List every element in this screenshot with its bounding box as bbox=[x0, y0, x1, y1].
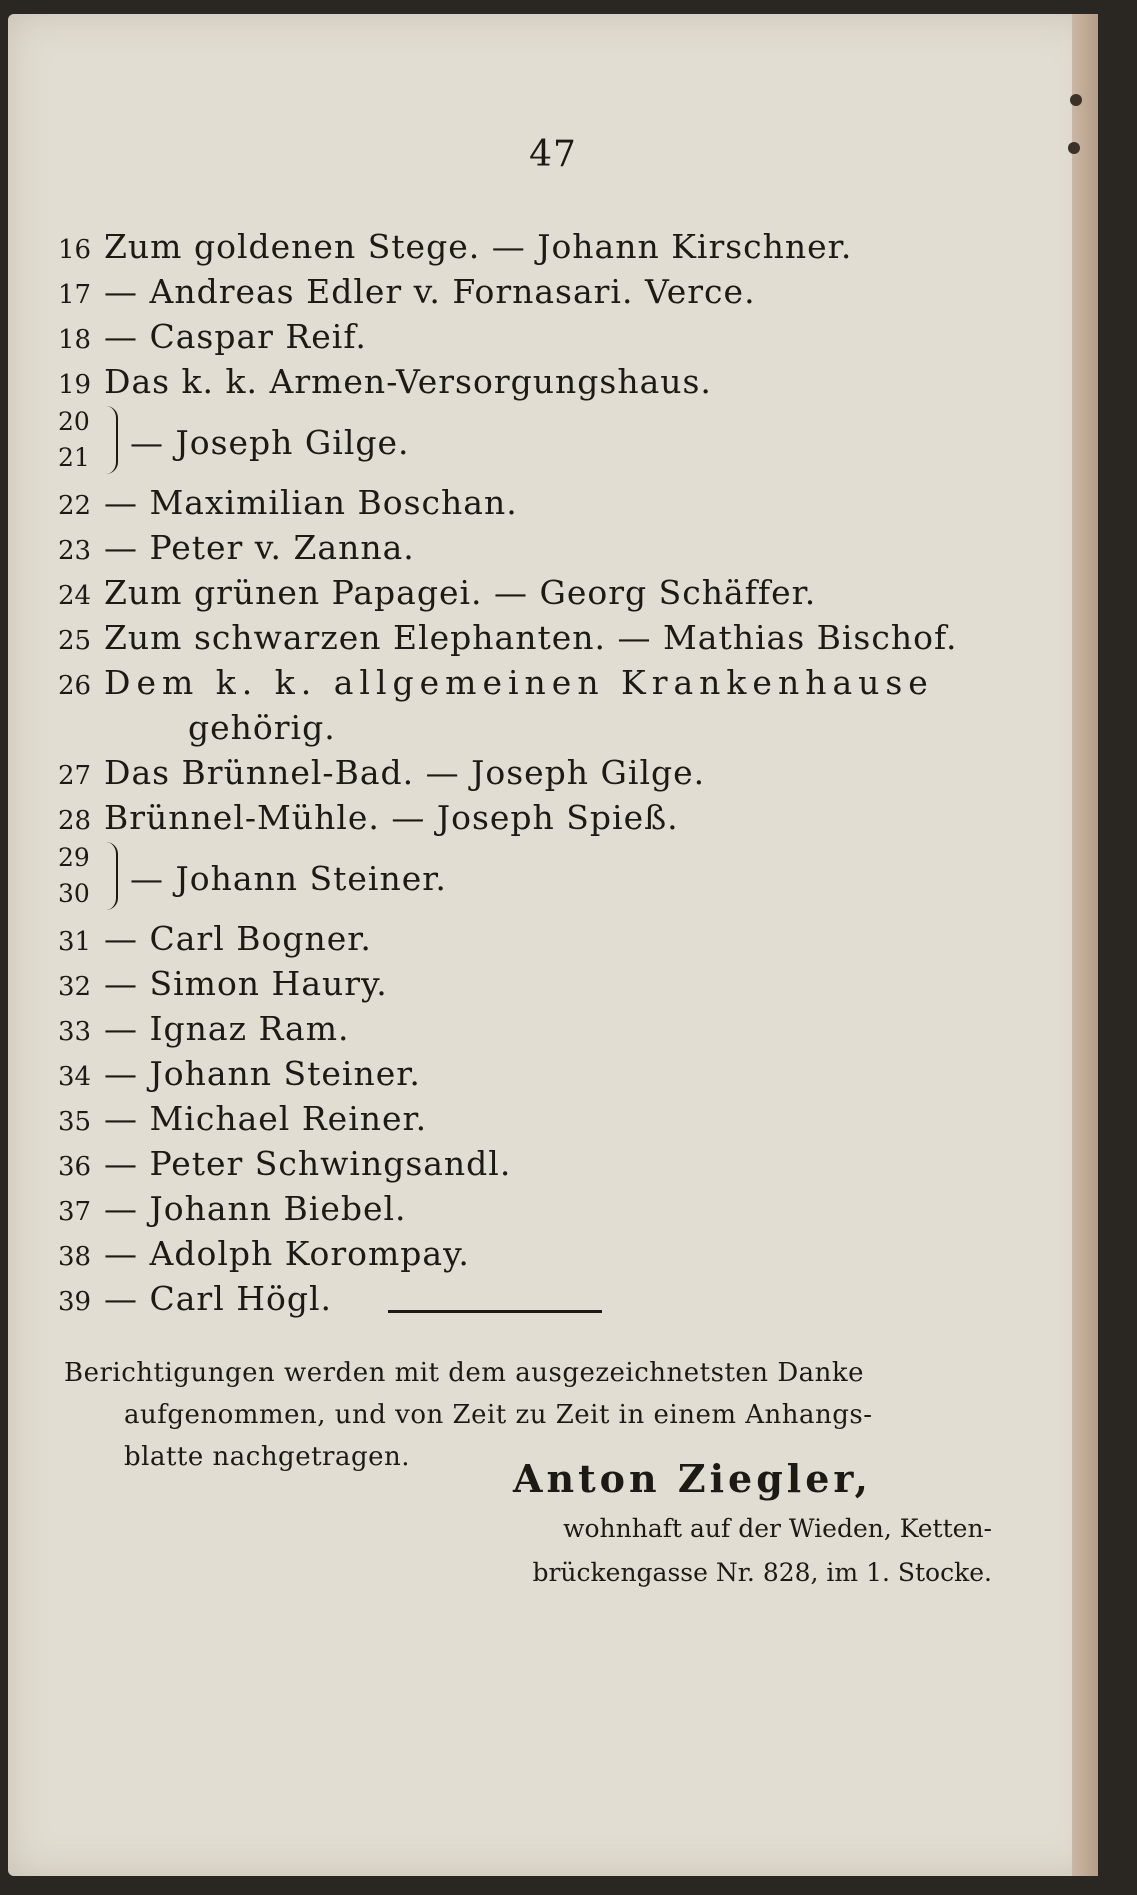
entry-number: 17 bbox=[58, 280, 92, 310]
list-item-continuation bbox=[58, 705, 958, 750]
entry-text: — Simon Haury. bbox=[104, 964, 388, 1003]
corrections-line: Berichtigungen werden mit dem ausgezeichnetsten Danke bbox=[64, 1358, 865, 1388]
entry-text: — Carl Bogner. bbox=[104, 919, 372, 958]
entry-number: 20 bbox=[58, 407, 90, 436]
entry-number: 39 bbox=[58, 1287, 92, 1317]
entry-text: Zum goldenen Stege. — Johann Kirschner. bbox=[104, 227, 853, 266]
list-item bbox=[58, 961, 958, 1006]
entry-number: 29 bbox=[58, 843, 90, 872]
entry-number: 33 bbox=[58, 1017, 92, 1047]
entry-number: 27 bbox=[58, 761, 92, 791]
entry-number: 19 bbox=[58, 370, 92, 400]
entry-text: — Johann Steiner. bbox=[104, 1054, 421, 1093]
list-item bbox=[58, 795, 958, 840]
list-item bbox=[58, 1141, 958, 1186]
corrections-line: blatte nachgetragen. bbox=[124, 1442, 411, 1472]
entry-text: Dem k. k. allgemeinen Krankenhause bbox=[104, 663, 934, 702]
entry-number: 18 bbox=[58, 325, 92, 355]
list-item bbox=[58, 480, 958, 525]
entry-number: 30 bbox=[58, 879, 90, 908]
entry-text: — Michael Reiner. bbox=[104, 1099, 428, 1138]
list-item bbox=[58, 359, 958, 404]
list-item-grouped bbox=[58, 840, 958, 916]
list-item bbox=[58, 525, 958, 570]
entry-text: — Adolph Korompay. bbox=[104, 1234, 470, 1273]
entry-text: — Peter v. Zanna. bbox=[104, 528, 415, 567]
entry-number: 32 bbox=[58, 972, 92, 1002]
curly-brace bbox=[100, 842, 118, 910]
entry-text: Das Brünnel-Bad. — Joseph Gilge. bbox=[104, 753, 706, 792]
entry-number: 34 bbox=[58, 1062, 92, 1092]
entry-text: Zum grünen Papagei. — Georg Schäffer. bbox=[104, 573, 817, 612]
list-item bbox=[58, 269, 958, 314]
entry-number: 36 bbox=[58, 1152, 92, 1182]
list-item bbox=[58, 750, 958, 795]
corrections-line: aufgenommen, und von Zeit zu Zeit in einem Anhangs- bbox=[124, 1400, 873, 1430]
author-signature: Anton Ziegler, bbox=[513, 1456, 872, 1501]
entry-text: — Joseph Gilge. bbox=[130, 423, 410, 462]
entry-text: — Caspar Reif. bbox=[104, 317, 367, 356]
entry-list bbox=[58, 224, 958, 1321]
entry-number: 28 bbox=[58, 806, 92, 836]
entry-text: — Johann Biebel. bbox=[104, 1189, 407, 1228]
address-line: brückengasse Nr. 828, im 1. Stocke. bbox=[532, 1558, 992, 1587]
entry-text: — Carl Högl. bbox=[104, 1279, 333, 1318]
entry-text: — Peter Schwingsandl. bbox=[104, 1144, 512, 1183]
entry-text: — Maximilian Boschan. bbox=[104, 483, 518, 522]
list-item bbox=[58, 615, 958, 660]
list-item bbox=[58, 1051, 958, 1096]
entry-text: — Andreas Edler v. Fornasari. Verce. bbox=[104, 272, 756, 311]
entry-text: — Johann Steiner. bbox=[130, 859, 447, 898]
entry-number: 35 bbox=[58, 1107, 92, 1137]
page-edge bbox=[1072, 14, 1098, 1876]
list-item bbox=[58, 1276, 958, 1321]
author-address bbox=[452, 1507, 992, 1595]
entry-number: 37 bbox=[58, 1197, 92, 1227]
section-divider bbox=[388, 1310, 602, 1313]
entry-number: 16 bbox=[58, 235, 92, 265]
entry-number: 21 bbox=[58, 443, 90, 472]
entry-number: 24 bbox=[58, 581, 92, 611]
list-item bbox=[58, 1006, 958, 1051]
book-page bbox=[8, 14, 1098, 1876]
entry-number: 38 bbox=[58, 1242, 92, 1272]
curly-brace bbox=[100, 406, 118, 474]
list-item bbox=[58, 1186, 958, 1231]
entry-number: 31 bbox=[58, 927, 92, 957]
page-number: 47 bbox=[529, 134, 577, 175]
entry-number: 23 bbox=[58, 536, 92, 566]
entry-text: Brünnel-Mühle. — Joseph Spieß. bbox=[104, 798, 679, 837]
list-item bbox=[58, 570, 958, 615]
list-item-grouped bbox=[58, 404, 958, 480]
entry-number: 26 bbox=[58, 671, 92, 701]
entry-text: — Ignaz Ram. bbox=[104, 1009, 350, 1048]
list-item bbox=[58, 314, 958, 359]
list-item bbox=[58, 1231, 958, 1276]
list-item bbox=[58, 224, 958, 269]
entry-text: Zum schwarzen Elephanten. — Mathias Bischof. bbox=[104, 618, 958, 657]
entry-text: Das k. k. Armen-Versorgungshaus. bbox=[104, 362, 712, 401]
entry-number-group bbox=[58, 404, 98, 476]
entry-number: 25 bbox=[58, 626, 92, 656]
entry-number-group bbox=[58, 840, 98, 912]
entry-text-continuation: gehörig. bbox=[188, 708, 336, 747]
list-item bbox=[58, 660, 958, 705]
address-line: wohnhaft auf der Wieden, Ketten- bbox=[563, 1514, 992, 1543]
list-item bbox=[58, 1096, 958, 1141]
list-item bbox=[58, 916, 958, 961]
entry-number: 22 bbox=[58, 491, 92, 521]
ink-speck bbox=[1070, 94, 1082, 106]
